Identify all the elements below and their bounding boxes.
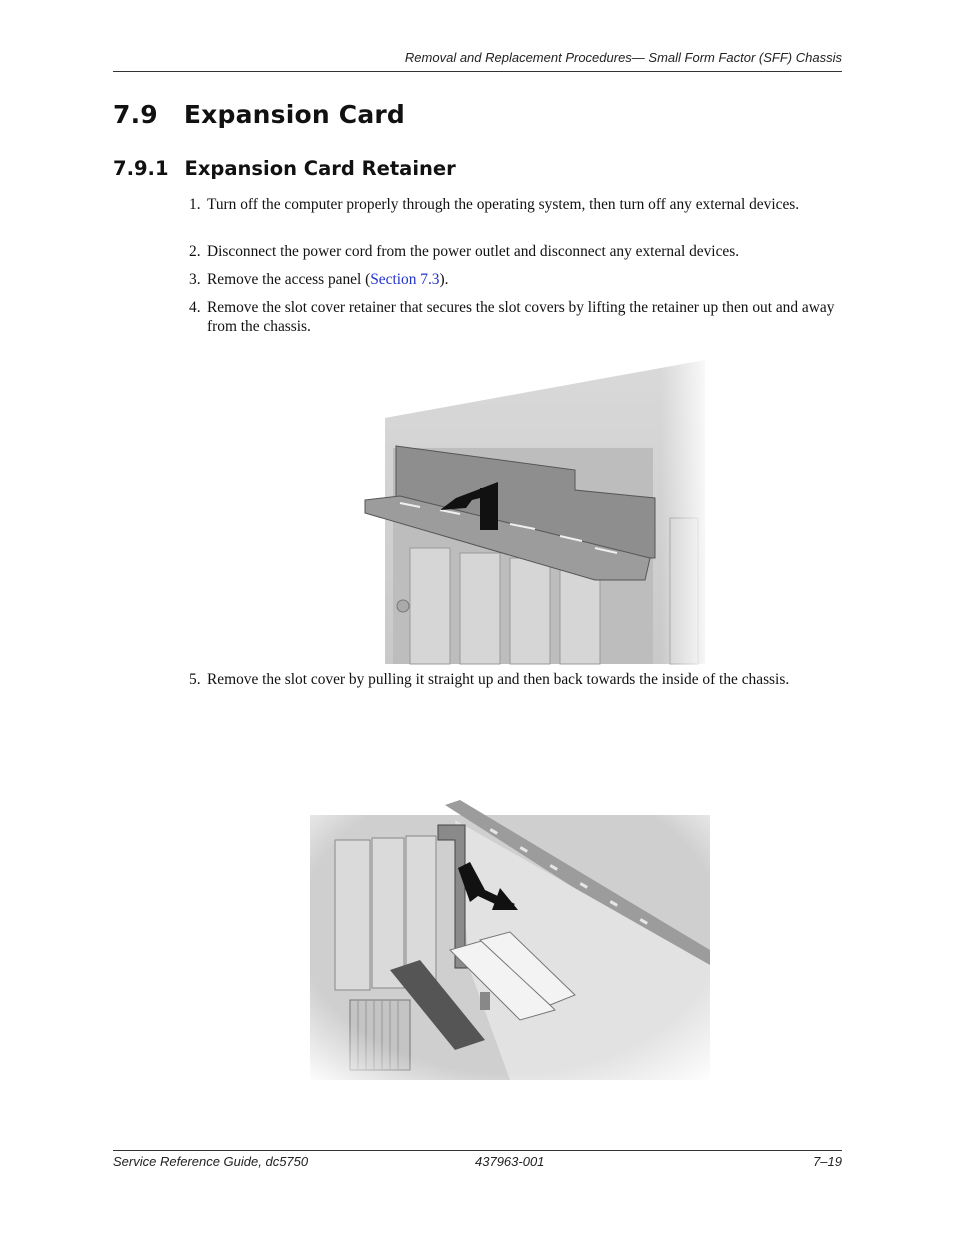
section-link[interactable]: Section 7.3	[370, 271, 440, 288]
section-heading	[113, 100, 405, 129]
subsection-heading	[113, 157, 456, 180]
step-text: Turn off the computer properly through the operating system, then turn off any external devices.	[207, 196, 800, 213]
step-item	[185, 242, 845, 261]
step-text	[207, 270, 845, 289]
footer-title: Service Reference Guide, dc5750	[113, 1154, 309, 1169]
retainer-removal-illustration	[360, 358, 714, 666]
step-number: 3.	[189, 271, 201, 288]
step-number: 1.	[189, 196, 201, 213]
footer-part-number: 437963-001	[475, 1154, 545, 1169]
step-item	[185, 670, 845, 689]
step-number: 5.	[189, 671, 201, 688]
step-text: Remove the slot cover by pulling it straight up and then back towards the inside of the chassis.	[207, 671, 790, 688]
subsection-title: Expansion Card Retainer	[184, 157, 456, 180]
footer-rule	[113, 1150, 842, 1151]
step-text-pre: Remove the access panel (	[207, 271, 371, 288]
step-text-post: ).	[439, 271, 449, 288]
step-number: 4.	[189, 299, 201, 316]
page-number: 7–19	[813, 1154, 842, 1169]
running-header: Removal and Replacement Procedures— Small Form Factor (SFF) Chassis	[404, 50, 842, 65]
step-item	[185, 298, 845, 336]
step-text: Disconnect the power cord from the power outlet and disconnect any external devices.	[207, 243, 740, 260]
slot-cover-removal-illustration	[310, 800, 710, 1080]
step-number: 2.	[189, 243, 201, 260]
section-title: Expansion Card	[183, 100, 406, 129]
step-text: Remove the slot cover retainer that secures the slot covers by lifting the retainer up then out and away from the chassis.	[207, 299, 835, 335]
step-item	[185, 195, 845, 214]
step-item	[185, 270, 845, 289]
header-rule	[113, 71, 842, 72]
section-number: 7.9	[113, 100, 158, 129]
subsection-number: 7.9.1	[113, 157, 169, 180]
